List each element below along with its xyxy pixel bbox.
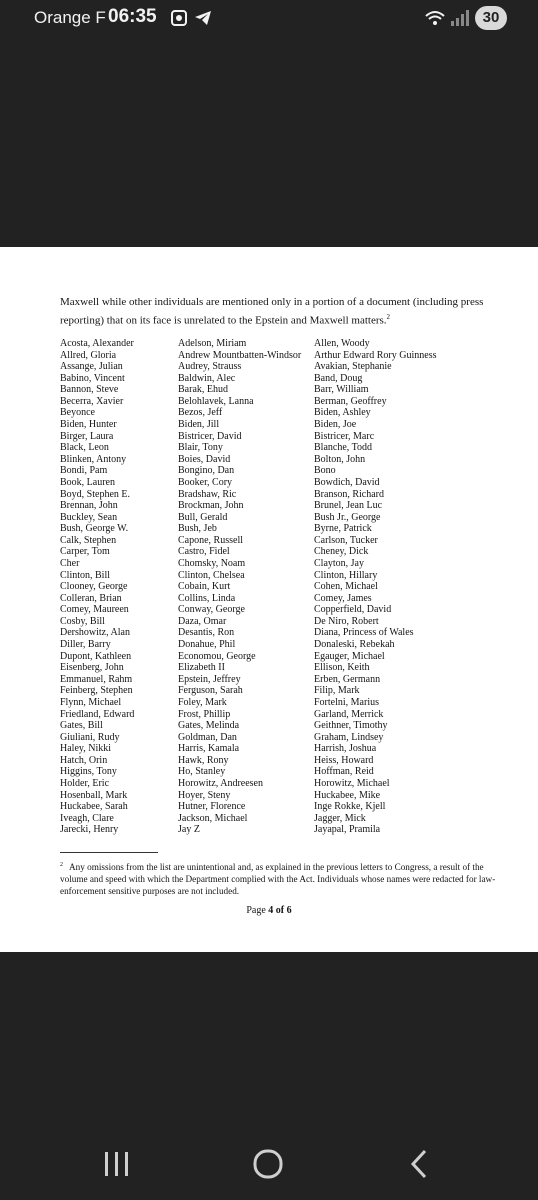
name-entry: Bull, Gerald xyxy=(178,511,228,523)
back-button[interactable] xyxy=(400,1144,440,1184)
name-entry: Daza, Omar xyxy=(178,615,227,627)
name-entry: Branson, Richard xyxy=(314,488,384,500)
name-entry: Byrne, Patrick xyxy=(314,523,372,535)
name-entry: Boies, David xyxy=(178,453,231,465)
screenshot-icon xyxy=(170,9,188,32)
name-entry: Blair, Tony xyxy=(178,442,223,454)
name-entry: Barr, William xyxy=(314,384,369,396)
name-entry: Acosta, Alexander xyxy=(60,338,134,349)
name-entry: Cobain, Kurt xyxy=(178,581,231,593)
names-column-2 xyxy=(178,338,301,836)
navigation-bar xyxy=(0,1120,538,1200)
name-entry: Calk, Stephen xyxy=(60,534,117,546)
back-icon xyxy=(400,1144,440,1184)
name-entry: Allen, Woody xyxy=(314,338,370,349)
name-entry: Bowdich, David xyxy=(314,476,380,488)
recent-apps-button[interactable] xyxy=(96,1144,136,1184)
name-entry: Avakian, Stephanie xyxy=(314,361,392,373)
recent-apps-icon xyxy=(96,1144,136,1184)
intro-text: Maxwell while other individuals are mentioned only in a portion of a document (including press reporting) that on its face is unrelated to the Epstein and Maxwell matters. xyxy=(60,296,484,327)
name-entry: Cher xyxy=(60,557,80,569)
footnote-mark: 2 xyxy=(60,862,63,868)
name-entry: Ellison, Keith xyxy=(314,662,370,674)
name-entry: Horowitz, Andreesen xyxy=(178,777,263,789)
name-entry: Jayapal, Pramila xyxy=(314,824,381,836)
name-entry: Desantis, Ron xyxy=(178,627,235,639)
name-entry: Comey, Maureen xyxy=(60,604,129,616)
name-entry: Clinton, Chelsea xyxy=(178,569,245,581)
name-entry: Bistricer, David xyxy=(178,430,242,442)
name-entry: Carper, Tom xyxy=(60,546,110,558)
name-entry: Holder, Eric xyxy=(60,777,110,789)
name-entry: Book, Lauren xyxy=(60,476,115,488)
battery-indicator: 30 xyxy=(475,6,507,30)
page-number xyxy=(0,905,538,916)
name-entry: Emmanuel, Rahm xyxy=(60,673,133,685)
name-entry: Bolton, John xyxy=(314,453,366,465)
name-entry: Arthur Edward Rory Guinness xyxy=(314,349,437,361)
name-entry: Feinberg, Stephen xyxy=(60,685,133,697)
signal-icon xyxy=(450,9,470,32)
name-entry: Haley, Nikki xyxy=(60,743,112,755)
name-entry: Inge Rokke, Kjell xyxy=(314,801,386,813)
name-entry: Bono xyxy=(314,465,336,477)
name-entry: Boyd, Stephen E. xyxy=(60,488,130,500)
name-entry: Berman, Geoffrey xyxy=(314,395,387,407)
name-entry: Bush Jr., George xyxy=(314,511,381,523)
name-entry: Biden, Hunter xyxy=(60,419,117,431)
name-entry: Bongino, Dan xyxy=(178,465,235,477)
name-entry: Castro, Fidel xyxy=(178,546,230,558)
name-entry: Ferguson, Sarah xyxy=(178,685,243,697)
name-entry: Gates, Melinda xyxy=(178,720,240,732)
name-entry: Assange, Julian xyxy=(60,361,123,373)
status-bar xyxy=(0,0,538,36)
name-entry: Garland, Merrick xyxy=(314,708,384,720)
name-entry: Conway, George xyxy=(178,604,245,616)
name-entry: Birger, Laura xyxy=(60,430,114,442)
name-entry: Hawk, Rony xyxy=(178,754,229,766)
page-label-prefix: Page xyxy=(246,905,269,916)
name-entry: Bondi, Pam xyxy=(60,465,108,477)
name-entry: Black, Leon xyxy=(60,442,109,454)
name-entry: Dupont, Kathleen xyxy=(60,650,132,662)
name-entry: Bush, Jeb xyxy=(178,523,217,535)
wifi-icon xyxy=(424,9,446,32)
name-entry: Cosby, Bill xyxy=(60,615,105,627)
name-entry: Brunel, Jean Luc xyxy=(314,500,383,512)
home-button[interactable] xyxy=(248,1144,288,1184)
name-entry: Buckley, Sean xyxy=(60,511,118,523)
name-entry: Bezos, Jeff xyxy=(178,407,223,419)
name-entry: Baldwin, Alec xyxy=(178,372,236,384)
name-entry: Cohen, Michael xyxy=(314,581,378,593)
name-entry: Harrish, Joshua xyxy=(314,743,377,755)
name-entry: Frost, Phillip xyxy=(178,708,231,720)
name-entry: Andrew Mountbatten-Windsor xyxy=(178,349,302,361)
name-entry: Foley, Mark xyxy=(178,696,227,708)
intro-paragraph xyxy=(60,295,500,329)
name-entry: Booker, Cory xyxy=(178,476,233,488)
name-entry: Clooney, George xyxy=(60,581,128,593)
name-entry: Biden, Joe xyxy=(314,419,357,431)
name-entry: Allred, Gloria xyxy=(60,349,117,361)
clock: 06:35 xyxy=(108,6,157,27)
name-entry: Hosenball, Mark xyxy=(60,789,128,801)
name-entry: Audrey, Strauss xyxy=(178,361,242,373)
footnote-reference: 2 xyxy=(386,313,391,321)
name-entry: Colleran, Brian xyxy=(60,592,122,604)
name-entry: Heiss, Howard xyxy=(314,754,374,766)
name-entry: Diana, Princess of Wales xyxy=(314,627,414,639)
carrier-name: Orange F xyxy=(34,8,106,27)
name-entry: Graham, Lindsey xyxy=(314,731,384,743)
name-entry: Band, Doug xyxy=(314,372,363,384)
name-entry: Capone, Russell xyxy=(178,534,243,546)
name-entry: Hoyer, Steny xyxy=(178,789,231,801)
footnote xyxy=(60,859,505,897)
name-entry: Copperfield, David xyxy=(314,604,392,616)
name-entry: Chomsky, Noam xyxy=(178,557,246,569)
name-entry: Ho, Stanley xyxy=(178,766,226,778)
name-entry: Bistricer, Marc xyxy=(314,430,375,442)
name-entry: Blanche, Todd xyxy=(314,442,372,454)
name-entry: Harris, Kamala xyxy=(178,743,240,755)
name-entry: Bannon, Steve xyxy=(60,384,119,396)
name-entry: Blinken, Antony xyxy=(60,453,127,465)
name-entry: Clinton, Bill xyxy=(60,569,111,581)
name-entry: Jarecki, Henry xyxy=(60,824,119,836)
name-entry: Beyonce xyxy=(60,407,95,419)
document-page[interactable] xyxy=(0,247,538,952)
name-entry: Clinton, Hillary xyxy=(314,569,378,581)
footnote-divider xyxy=(60,852,158,853)
name-entry: Belohlavek, Lanna xyxy=(178,395,254,407)
name-entry: Comey, James xyxy=(314,592,372,604)
name-entry: Eisenberg, John xyxy=(60,662,124,674)
names-column-3 xyxy=(314,338,436,836)
name-entry: Erben, Germann xyxy=(314,673,381,685)
name-entry: Hutner, Florence xyxy=(178,801,246,813)
name-entry: Cheney, Dick xyxy=(314,546,369,558)
name-entry: Clayton, Jay xyxy=(314,557,364,569)
name-entry: Barak, Ehud xyxy=(178,384,228,396)
name-entry: Elizabeth II xyxy=(178,662,225,674)
name-entry: Epstein, Jeffrey xyxy=(178,673,241,685)
name-entry: Bush, George W. xyxy=(60,523,129,535)
name-entry: Jay Z xyxy=(178,824,200,836)
name-entry: Fortelni, Marius xyxy=(314,696,379,708)
name-entry: Babino, Vincent xyxy=(60,372,125,384)
name-entry: Brockman, John xyxy=(178,500,244,512)
name-entry: Jackson, Michael xyxy=(178,812,248,824)
name-entry: Friedland, Edward xyxy=(60,708,135,720)
name-entry: Higgins, Tony xyxy=(60,766,117,778)
name-entry: Giuliani, Rudy xyxy=(60,731,120,743)
name-entry: Jagger, Mick xyxy=(314,812,366,824)
name-entry: Economou, George xyxy=(178,650,256,662)
name-entry: Donaleski, Rebekah xyxy=(314,639,395,651)
name-entry: Dershowitz, Alan xyxy=(60,627,130,639)
name-entry: Carlson, Tucker xyxy=(314,534,378,546)
names-column-1 xyxy=(60,338,134,836)
name-entry: Gates, Bill xyxy=(60,720,103,732)
name-entry: Horowitz, Michael xyxy=(314,777,390,789)
name-entry: Hatch, Orin xyxy=(60,754,108,766)
name-entry: Brennan, John xyxy=(60,500,118,512)
name-entry: Egauger, Michael xyxy=(314,650,385,662)
name-entry: Filip, Mark xyxy=(314,685,360,697)
name-entry: Geithner, Timothy xyxy=(314,720,388,732)
name-entry: Huckabee, Mike xyxy=(314,789,381,801)
name-entry: Donahue, Phil xyxy=(178,639,236,651)
name-entry: Collins, Linda xyxy=(178,592,236,604)
name-entry: Becerra, Xavier xyxy=(60,395,124,407)
home-icon xyxy=(248,1144,288,1184)
name-entry: Biden, Ashley xyxy=(314,407,371,419)
name-entry: Iveagh, Clare xyxy=(60,812,114,824)
name-entry: Adelson, Miriam xyxy=(178,338,247,349)
name-entry: Biden, Jill xyxy=(178,419,220,431)
name-entry: Diller, Barry xyxy=(60,639,111,651)
name-entry: Goldman, Dan xyxy=(178,731,237,743)
page-label-number: 4 of 6 xyxy=(268,905,292,916)
name-entry: De Niro, Robert xyxy=(314,615,379,627)
name-entry: Flynn, Michael xyxy=(60,696,122,708)
name-entry: Huckabee, Sarah xyxy=(60,801,128,813)
telegram-icon xyxy=(194,9,212,32)
name-entry: Hoffman, Reid xyxy=(314,766,374,778)
footnote-text: Any omissions from the list are unintentional and, as explained in the previous letters to Congress, a result of the volume and speed with which the Department complied with the Act. Individuals whose names were redacted for law-enforcement sensitive purposes are not included. xyxy=(60,862,496,897)
name-entry: Bradshaw, Ric xyxy=(178,488,237,500)
